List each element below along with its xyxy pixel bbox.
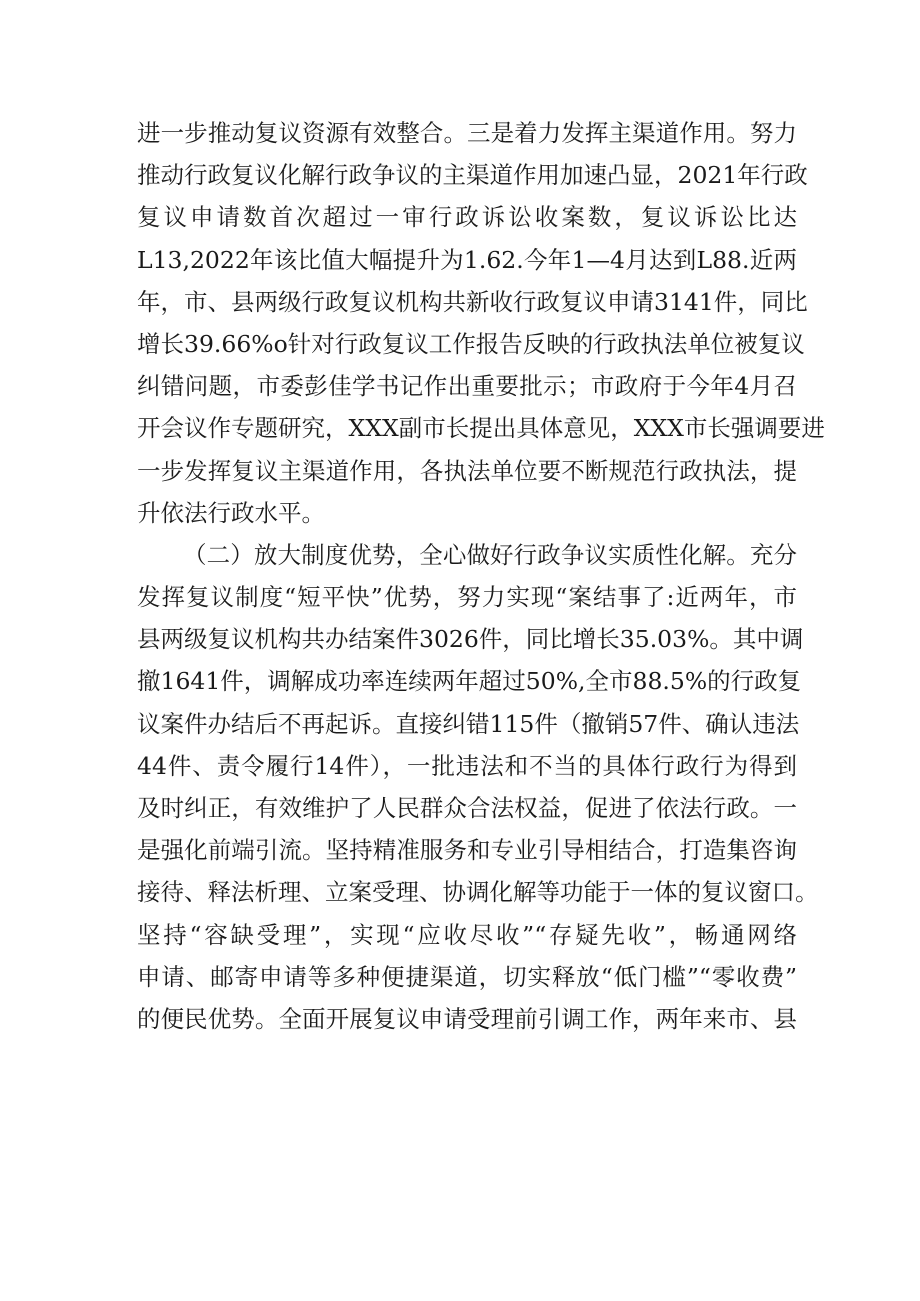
text-line: 推动行政复议化解行政争议的主渠道作用加速凸显，2021年行政 [137,161,808,190]
text-line: 进一步推动复议资源有效整合。三是着力发挥主渠道作用。努力 [137,119,797,147]
text-line: 坚持“容缺受理”，实现“应收尽收”“存疑先收”，畅通网络 [137,920,797,949]
text-line: 及时纠正，有效维护了人民群众合法权益，促进了依法行政。一 [137,794,797,822]
text-line: 的便民优势。全面开展复议申请受理前引调工作，两年来市、县 [137,1004,797,1033]
text-line: 申请、邮寄申请等多种便捷渠道，切实释放“低门槛”“零收费” [137,962,797,991]
text-line: 纠错问题，市委彭佳学书记作出重要批示；市政府于今年4月召 [137,372,797,401]
body-text [137,112,825,1040]
text-line: 撤1641件，调解成功率连续两年超过50%,全市88.5%的行政复 [137,667,802,696]
text-line: 年，市、县两级行政复议机构共新收行政复议申请3141件，同比 [137,287,808,316]
text-line: L13,2022年该比值大幅提升为1.62.今年1—4月达到L88.近两 [137,245,797,274]
text-line: 复议申请数首次超过一审行政诉讼收案数，复议诉讼比达 [137,203,797,232]
paragraph-end-line: 升依法行政水平。 [137,498,325,527]
text-line: 接待、释法析理、立案受理、协调化解等功能于一体的复议窗口。 [137,878,819,907]
text-line: 增长39.66%o针对行政复议工作报告反映的行政执法单位被复议 [137,329,805,358]
text-line: 县两级复议机构共办结案件3026件，同比增长35.03%。其中调 [137,625,804,654]
text-line: 开会议作专题研究，XXX副市长提出具体意见，XXX市长强调要进 [137,414,825,443]
text-line: 一步发挥复议主渠道作用，各执法单位要不断规范行政执法，提 [137,456,797,485]
text-line: 议案件办结后不再起诉。直接纠错115件（撤销57件、确认违法 [137,709,800,738]
text-line: 是强化前端引流。坚持精准服务和专业引导相结合，打造集咨询 [137,836,797,865]
section-heading-line: （二）放大制度优势，全心做好行政争议实质性化解。充分 [183,540,797,569]
text-line: 44件、责令履行14件），一批违法和不当的具体行政行为得到 [137,751,797,780]
text-line: 发挥复议制度“短平快”优势，努力实现“案结事了:近两年，市 [137,583,797,612]
